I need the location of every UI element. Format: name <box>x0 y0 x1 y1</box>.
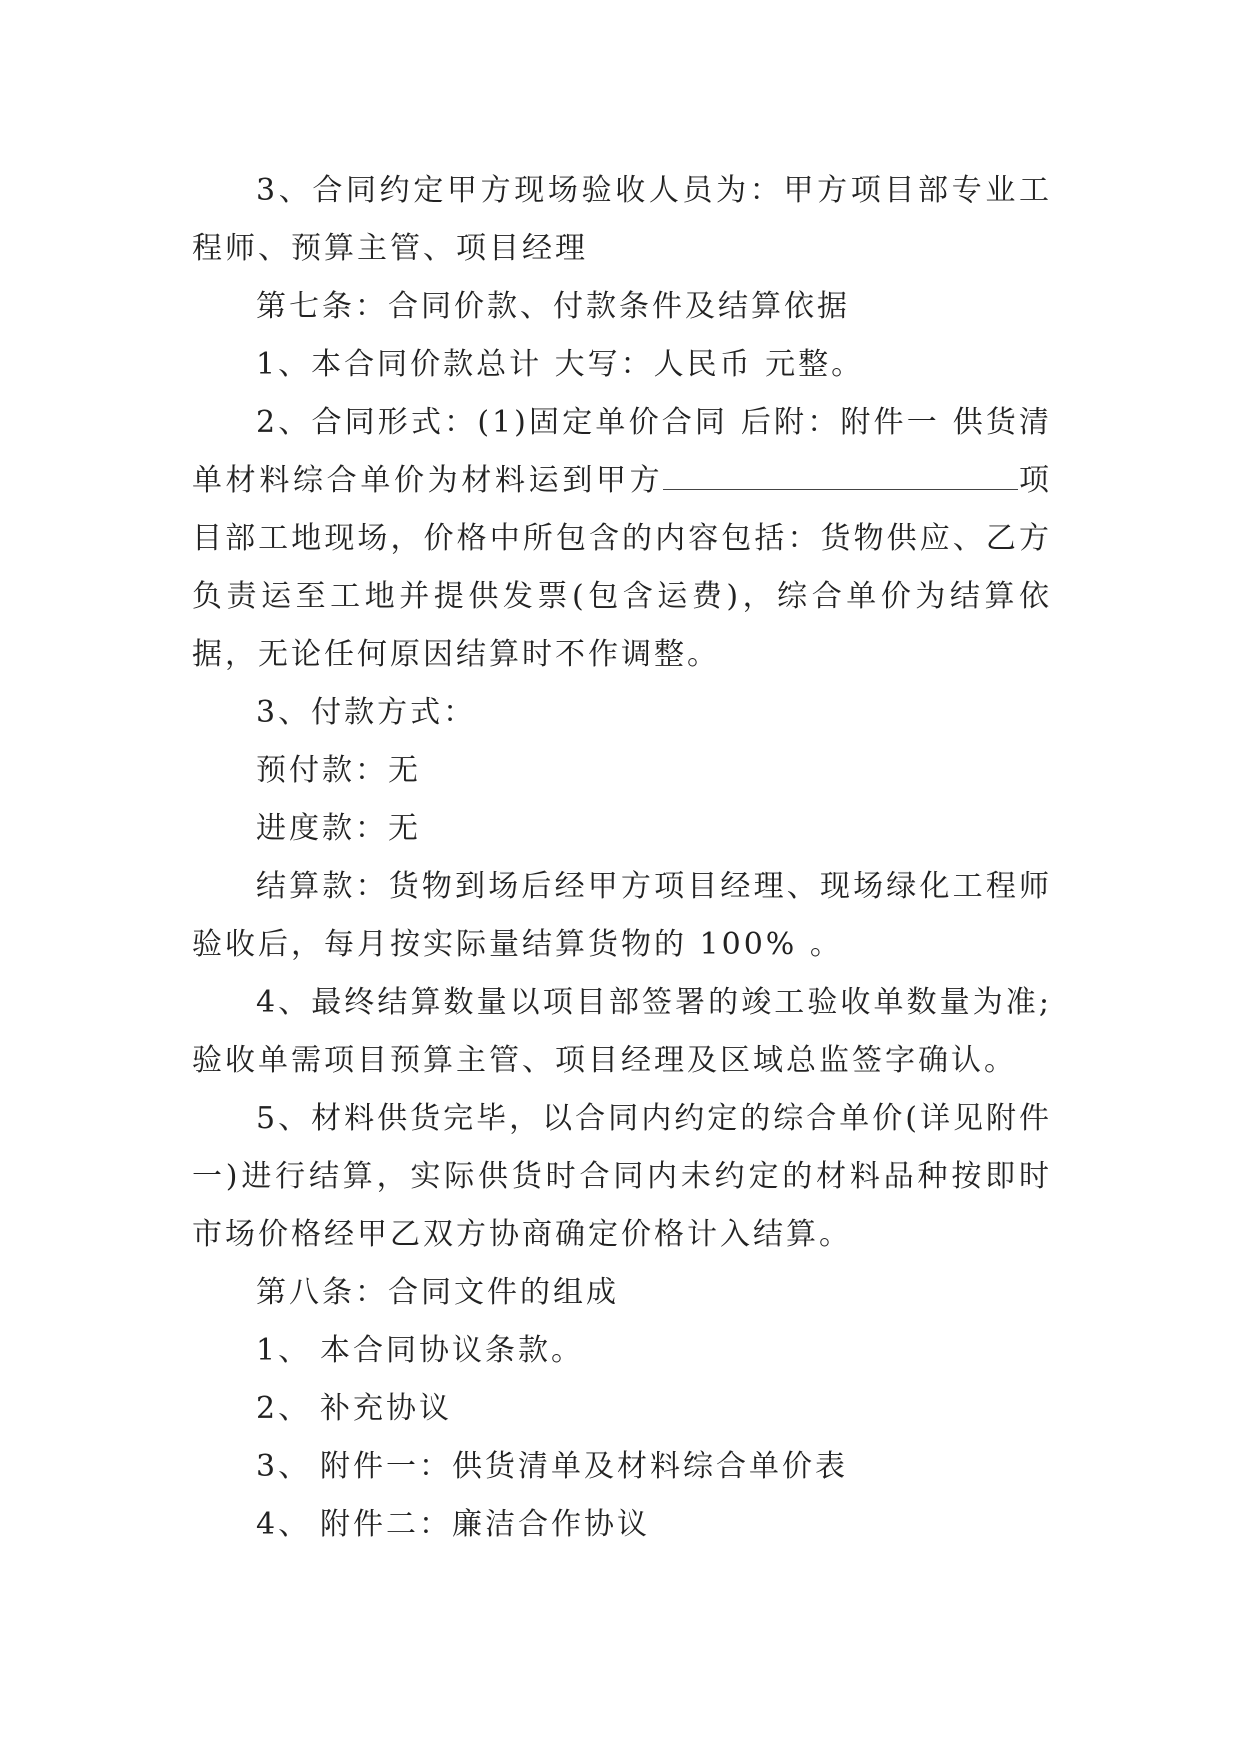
article-seven-heading: 第七条：合同价款、付款条件及结算依据 <box>256 289 850 324</box>
list-item-number: 2、 <box>256 1391 312 1426</box>
progress-payment-line: 进度款：无 <box>256 811 421 846</box>
list-item-number: 4、 <box>256 1507 312 1542</box>
list-item <box>192 1496 1052 1554</box>
list-item-text: 附件二：廉洁合作协议 <box>320 1507 650 1542</box>
fill-in-blank-line <box>663 459 1018 490</box>
article-eight-heading: 第八条：合同文件的组成 <box>256 1275 619 1310</box>
inspection-personnel-clause: 3、合同约定甲方现场验收人员为：甲方项目部专业工程师、预算主管、项目经理 <box>192 173 1052 266</box>
list-item-number: 3、 <box>256 1449 312 1484</box>
contract-body <box>192 162 1052 1554</box>
list-item <box>192 1438 1052 1496</box>
final-settlement-quantity-clause: 4、最终结算数量以项目部签署的竣工验收单数量为准;验收单需项目预算主管、项目经理及区域总监签字确认。 <box>192 985 1052 1078</box>
material-supply-settlement-clause: 5、材料供货完毕，以合同内约定的综合单价(详见附件一)进行结算，实际供货时合同内未约定的材料品种按即时市场价格经甲乙双方协商确定价格计入结算。 <box>192 1101 1052 1252</box>
contract-form-continuation: 项目部工地现场，价格中所包含的内容包括：货物供应、乙方负责运至工地并提供发票(包含运费)，综合单价为结算依据，无论任何原因结算时不作调整。 <box>192 463 1053 672</box>
contract-form-clause <box>192 394 1052 684</box>
list-item-text: 本合同协议条款。 <box>320 1333 584 1368</box>
list-item <box>192 1380 1052 1438</box>
list-item <box>192 1322 1052 1380</box>
payment-method-heading: 3、付款方式： <box>256 695 477 730</box>
contract-form-text: 2、合同形式：(1)固定单价合同 后附：附件一 供货清单材料综合单价为材料运到甲方 <box>192 405 1052 498</box>
list-item-text: 补充协议 <box>320 1391 452 1426</box>
contract-total-price-clause: 1、本合同价款总计 大写：人民币 元整。 <box>256 347 865 382</box>
list-item-text: 附件一：供货清单及材料综合单价表 <box>320 1449 848 1484</box>
advance-payment-line: 预付款：无 <box>256 753 421 788</box>
settlement-payment-clause: 结算款：货物到场后经甲方项目经理、现场绿化工程师验收后，每月按实际量结算货物的 100% 。 <box>192 869 1052 962</box>
list-item-number: 1、 <box>256 1333 312 1368</box>
